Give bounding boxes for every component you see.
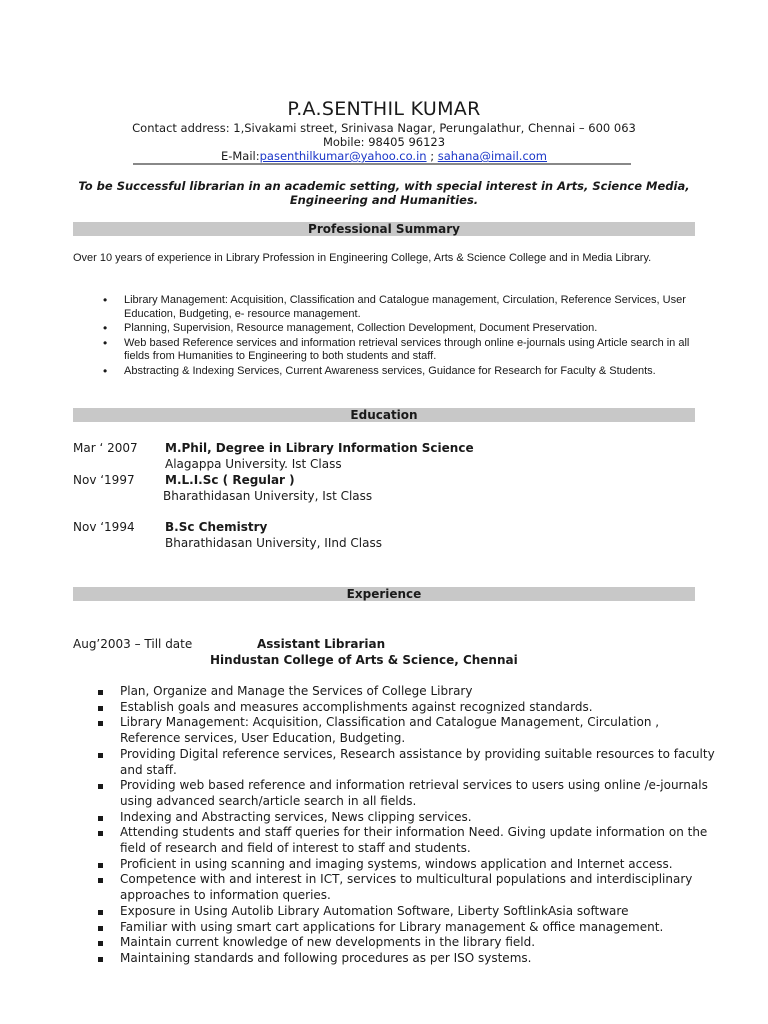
contact-mobile: Mobile: 98405 96123 bbox=[322, 135, 446, 149]
list-item: Indexing and Abstracting services, News clipping services. bbox=[95, 810, 715, 826]
list-item: Exposure in Using Autolib Library Automation Software, Liberty SoftlinkAsia software bbox=[95, 904, 715, 920]
list-item: Library Management: Acquisition, Classification and Catalogue Management, Circulation , Reference services, User Education, Budgeting. bbox=[95, 715, 715, 746]
list-item: • Library Management: Acquisition, Classification and Catalogue management, Circulation, Reference Services, User Education, Budgeting, e- resource management. bbox=[103, 294, 703, 321]
contact-email-line bbox=[0, 149, 768, 163]
email-link-secondary[interactable]: sahana@imail.com bbox=[437, 149, 548, 163]
education-date: Mar ‘ 2007 bbox=[73, 441, 138, 455]
list-item: Attending students and staff queries for their information Need. Giving update information on the field of research and field of interest to staff and students. bbox=[95, 825, 715, 856]
list-item: Maintain current knowledge of new developments in the library field. bbox=[95, 935, 715, 951]
list-item: • Abstracting & Indexing Services, Current Awareness services, Guidance for Research for Faculty & Students. bbox=[103, 365, 703, 379]
list-item: Proficient in using scanning and imaging systems, windows application and Internet access. bbox=[95, 857, 715, 873]
list-item: • Planning, Supervision, Resource management, Collection Development, Document Preservation. bbox=[103, 322, 703, 336]
header-divider bbox=[133, 163, 631, 165]
email-link-primary[interactable]: pasenthilkumar@yahoo.co.in bbox=[259, 149, 427, 163]
education-degree: M.L.I.Sc ( Regular ) bbox=[165, 473, 295, 487]
section-heading-education: Education bbox=[73, 408, 695, 422]
contact-address: Contact address: 1,Sivakami street, Srinivasa Nagar, Perungalathur, Chennai – 600 063 bbox=[132, 121, 636, 135]
experience-period: Aug’2003 – Till date bbox=[73, 637, 193, 651]
education-university: Bharathidasan University, IInd Class bbox=[165, 536, 382, 550]
education-degree: M.Phil, Degree in Library Information Science bbox=[165, 441, 474, 455]
section-heading-summary: Professional Summary bbox=[73, 222, 695, 236]
education-degree: B.Sc Chemistry bbox=[165, 520, 268, 534]
experience-organization: Hindustan College of Arts & Science, Chennai bbox=[210, 653, 518, 667]
email-label: E-Mail: bbox=[220, 149, 260, 163]
list-item: Competence with and interest in ICT, services to multicultural populations and interdisciplinary approaches to information queries. bbox=[95, 872, 715, 903]
experience-title: Assistant Librarian bbox=[257, 637, 386, 651]
section-heading-experience: Experience bbox=[73, 587, 695, 601]
education-university: Bharathidasan University, Ist Class bbox=[163, 489, 373, 503]
education-university: Alagappa University. Ist Class bbox=[165, 457, 342, 471]
career-objective: To be Successful librarian in an academic setting, with special interest in Arts, Science Media, Engineering and Humanities. bbox=[78, 179, 690, 207]
list-item: Providing Digital reference services, Research assistance by providing suitable resources to faculty and staff. bbox=[95, 747, 715, 778]
education-date: Nov ‘1997 bbox=[73, 473, 135, 487]
summary-list bbox=[103, 294, 703, 379]
list-item: Establish goals and measures accomplishments against recognized standards. bbox=[95, 700, 715, 716]
summary-intro: Over 10 years of experience in Library Profession in Engineering College, Arts & Science College and in Media Library. bbox=[73, 252, 652, 264]
list-item: • Web based Reference services and information retrieval services through online e-journals using Article search in all fields from Humanities to Engineering to both students and staff. bbox=[103, 337, 703, 364]
list-item: Maintaining standards and following procedures as per ISO systems. bbox=[95, 951, 715, 967]
list-item: Plan, Organize and Manage the Services of College Library bbox=[95, 684, 715, 700]
email-separator: ; bbox=[426, 149, 438, 163]
list-item: Providing web based reference and information retrieval services to users using online /e-journals using advanced search/article search in all fields. bbox=[95, 778, 715, 809]
list-item: Familiar with using smart cart applications for Library management & office management. bbox=[95, 920, 715, 936]
candidate-name: P.A.SENTHIL KUMAR bbox=[287, 98, 481, 120]
experience-list bbox=[95, 684, 715, 967]
education-date: Nov ‘1994 bbox=[73, 520, 135, 534]
